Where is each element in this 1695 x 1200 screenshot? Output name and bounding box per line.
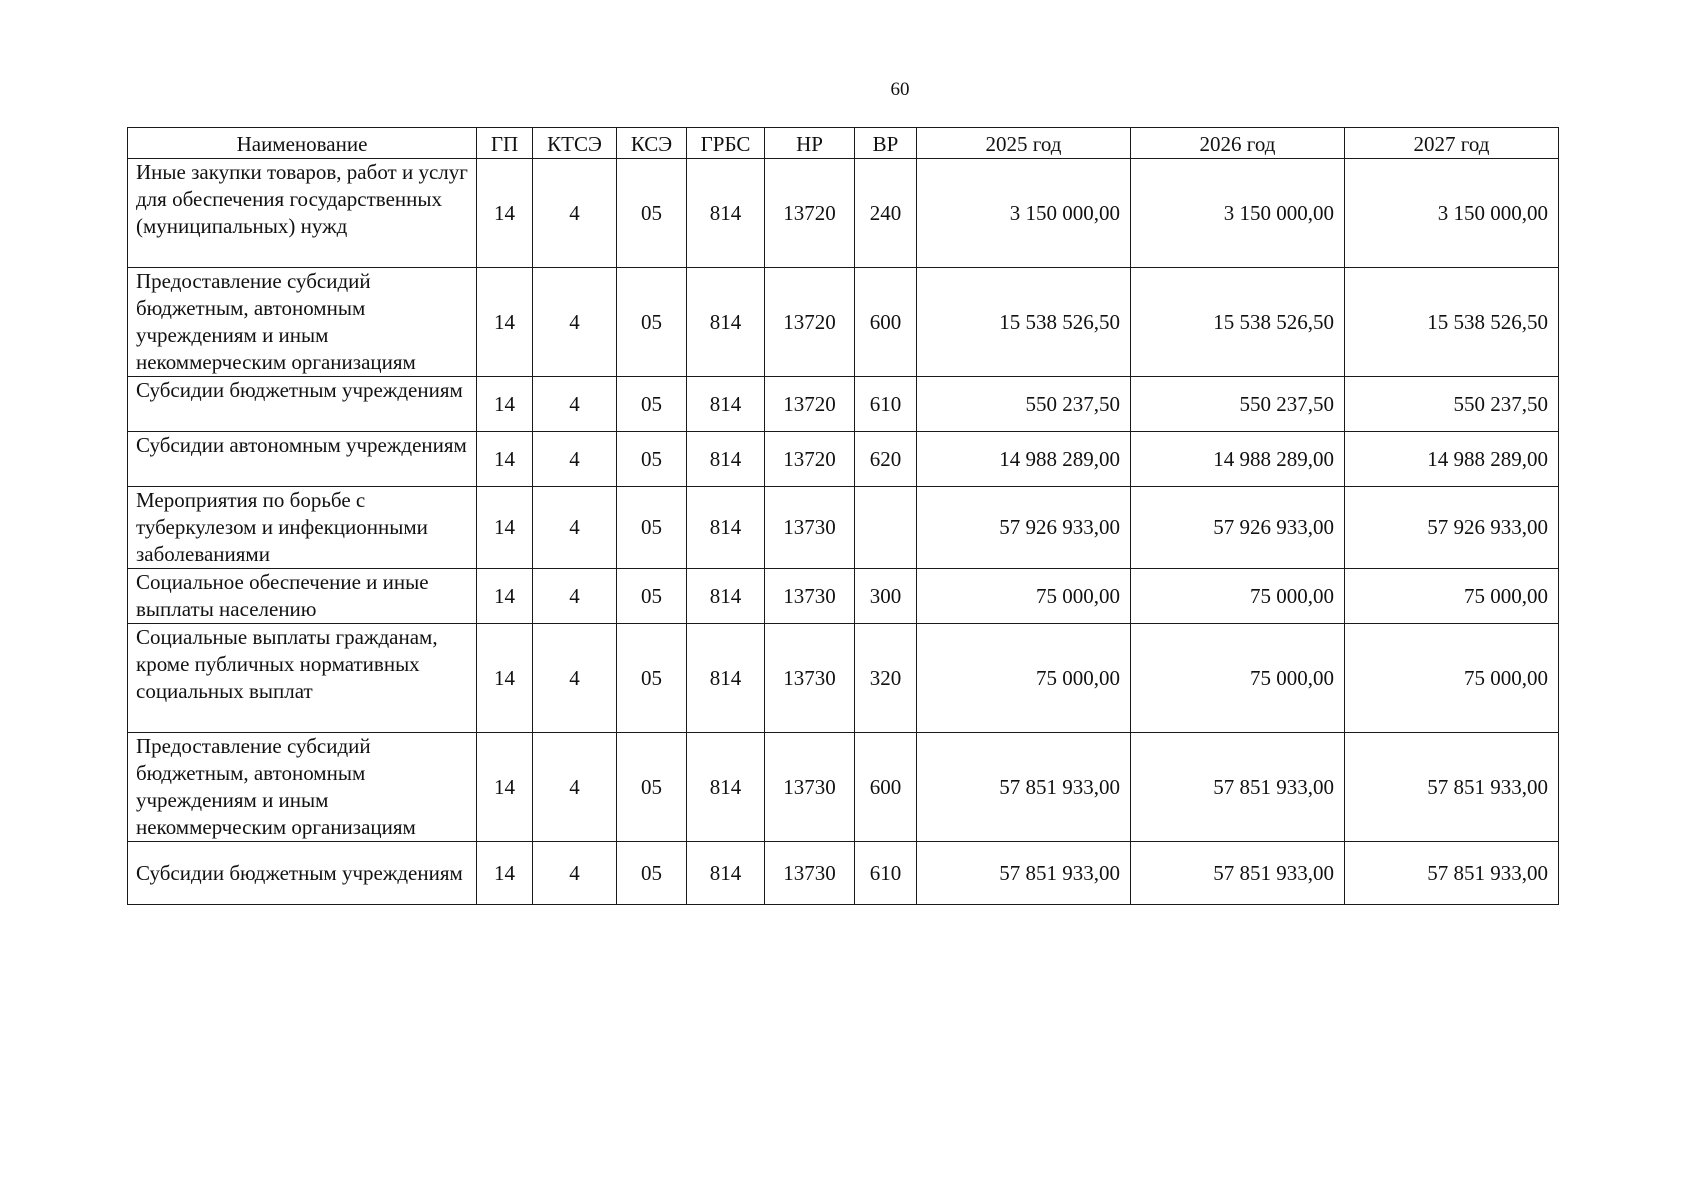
row-nr: 13730 (765, 733, 855, 842)
row-name: Предоставление субсидий бюджетным, автономным учреждениям и иным некоммерческим организациям (128, 268, 477, 377)
row-vr: 620 (855, 432, 917, 487)
row-grbs: 814 (687, 733, 765, 842)
row-nr: 13720 (765, 159, 855, 268)
row-vr: 600 (855, 733, 917, 842)
row-nr: 13720 (765, 268, 855, 377)
table-row (128, 487, 1559, 569)
row-gp: 14 (477, 624, 533, 733)
row-vr (855, 487, 917, 569)
row-amount-2027: 550 237,50 (1345, 377, 1559, 432)
header-ktse: КТСЭ (533, 128, 617, 159)
header-name: Наименование (128, 128, 477, 159)
row-vr: 300 (855, 569, 917, 624)
row-grbs: 814 (687, 432, 765, 487)
row-amount-2027: 57 851 933,00 (1345, 733, 1559, 842)
header-row (128, 128, 1559, 159)
row-kse: 05 (617, 487, 687, 569)
row-gp: 14 (477, 268, 533, 377)
row-ktse: 4 (533, 268, 617, 377)
row-grbs: 814 (687, 569, 765, 624)
row-name: Иные закупки товаров, работ и услуг для обеспечения государственных (муниципальных) нужд (128, 159, 477, 268)
row-gp: 14 (477, 377, 533, 432)
row-gp: 14 (477, 432, 533, 487)
table-row (128, 842, 1559, 905)
row-ktse: 4 (533, 377, 617, 432)
row-grbs: 814 (687, 487, 765, 569)
row-grbs: 814 (687, 268, 765, 377)
row-nr: 13730 (765, 487, 855, 569)
row-gp: 14 (477, 159, 533, 268)
row-amount-2025: 14 988 289,00 (917, 432, 1131, 487)
row-amount-2025: 75 000,00 (917, 569, 1131, 624)
row-nr: 13730 (765, 569, 855, 624)
row-amount-2027: 15 538 526,50 (1345, 268, 1559, 377)
row-kse: 05 (617, 624, 687, 733)
row-amount-2026: 75 000,00 (1131, 569, 1345, 624)
row-gp: 14 (477, 733, 533, 842)
row-name: Социальные выплаты гражданам, кроме публичных нормативных социальных выплат (128, 624, 477, 733)
row-vr: 600 (855, 268, 917, 377)
table-row (128, 432, 1559, 487)
row-vr: 610 (855, 842, 917, 905)
row-amount-2025: 57 926 933,00 (917, 487, 1131, 569)
row-amount-2027: 75 000,00 (1345, 624, 1559, 733)
row-name: Мероприятия по борьбе с туберкулезом и инфекционными заболеваниями (128, 487, 477, 569)
row-amount-2025: 15 538 526,50 (917, 268, 1131, 377)
header-nr: НР (765, 128, 855, 159)
row-kse: 05 (617, 268, 687, 377)
row-amount-2026: 3 150 000,00 (1131, 159, 1345, 268)
row-ktse: 4 (533, 487, 617, 569)
header-2026: 2026 год (1131, 128, 1345, 159)
row-kse: 05 (617, 377, 687, 432)
budget-table (127, 127, 1559, 905)
row-amount-2025: 57 851 933,00 (917, 842, 1131, 905)
row-amount-2026: 75 000,00 (1131, 624, 1345, 733)
row-ktse: 4 (533, 569, 617, 624)
row-name: Субсидии бюджетным учреждениям (128, 842, 477, 905)
row-ktse: 4 (533, 159, 617, 268)
row-ktse: 4 (533, 842, 617, 905)
row-grbs: 814 (687, 842, 765, 905)
page-number: 60 (890, 79, 910, 100)
row-gp: 14 (477, 569, 533, 624)
row-amount-2025: 57 851 933,00 (917, 733, 1131, 842)
row-amount-2027: 3 150 000,00 (1345, 159, 1559, 268)
header-kse: КСЭ (617, 128, 687, 159)
table-row (128, 268, 1559, 377)
row-grbs: 814 (687, 377, 765, 432)
row-amount-2026: 57 926 933,00 (1131, 487, 1345, 569)
row-amount-2025: 75 000,00 (917, 624, 1131, 733)
row-amount-2026: 14 988 289,00 (1131, 432, 1345, 487)
row-amount-2026: 57 851 933,00 (1131, 842, 1345, 905)
row-gp: 14 (477, 842, 533, 905)
row-amount-2026: 550 237,50 (1131, 377, 1345, 432)
row-amount-2026: 15 538 526,50 (1131, 268, 1345, 377)
row-ktse: 4 (533, 733, 617, 842)
table-row (128, 159, 1559, 268)
table-row (128, 624, 1559, 733)
header-2025: 2025 год (917, 128, 1131, 159)
row-vr: 240 (855, 159, 917, 268)
row-amount-2026: 57 851 933,00 (1131, 733, 1345, 842)
row-amount-2025: 3 150 000,00 (917, 159, 1131, 268)
row-kse: 05 (617, 159, 687, 268)
header-grbs: ГРБС (687, 128, 765, 159)
header-gp: ГП (477, 128, 533, 159)
table-row (128, 569, 1559, 624)
row-kse: 05 (617, 842, 687, 905)
row-amount-2025: 550 237,50 (917, 377, 1131, 432)
table-row (128, 733, 1559, 842)
row-name: Субсидии бюджетным учреждениям (128, 377, 477, 432)
row-vr: 610 (855, 377, 917, 432)
row-amount-2027: 14 988 289,00 (1345, 432, 1559, 487)
header-2027: 2027 год (1345, 128, 1559, 159)
row-name: Социальное обеспечение и иные выплаты населению (128, 569, 477, 624)
row-nr: 13730 (765, 624, 855, 733)
row-nr: 13720 (765, 377, 855, 432)
row-name: Предоставление субсидий бюджетным, автономным учреждениям и иным некоммерческим организациям (128, 733, 477, 842)
row-grbs: 814 (687, 624, 765, 733)
row-kse: 05 (617, 569, 687, 624)
row-kse: 05 (617, 733, 687, 842)
row-gp: 14 (477, 487, 533, 569)
row-ktse: 4 (533, 624, 617, 733)
row-grbs: 814 (687, 159, 765, 268)
header-vr: ВР (855, 128, 917, 159)
row-nr: 13730 (765, 842, 855, 905)
row-ktse: 4 (533, 432, 617, 487)
row-kse: 05 (617, 432, 687, 487)
row-nr: 13720 (765, 432, 855, 487)
row-vr: 320 (855, 624, 917, 733)
row-name: Субсидии автономным учреждениям (128, 432, 477, 487)
row-amount-2027: 75 000,00 (1345, 569, 1559, 624)
row-amount-2027: 57 851 933,00 (1345, 842, 1559, 905)
table-row (128, 377, 1559, 432)
row-amount-2027: 57 926 933,00 (1345, 487, 1559, 569)
